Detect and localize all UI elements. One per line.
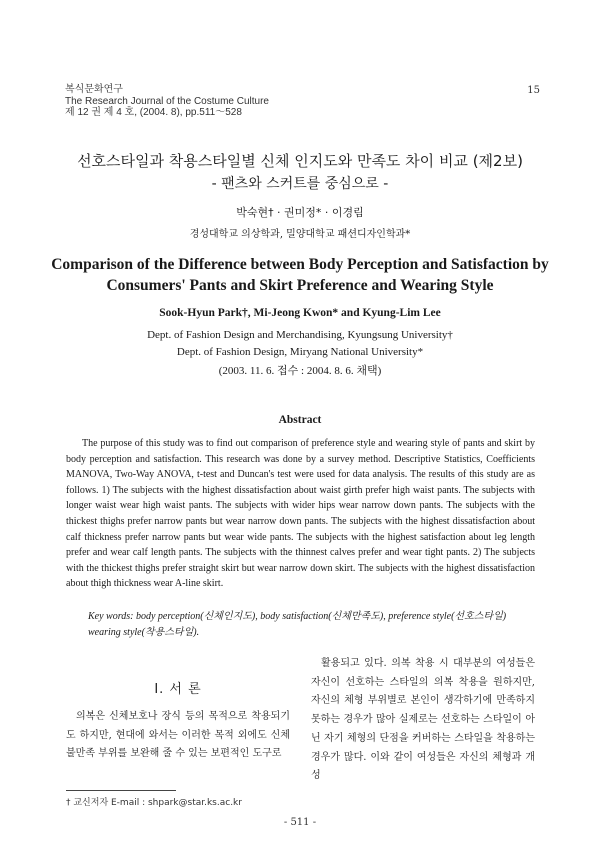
english-title-line1: Comparison of the Difference between Body Perception and Satisfaction by <box>51 256 549 273</box>
abstract-body: The purpose of this study was to find out comparison of preference style and wearing style of pants and skirt by body perception and satisfaction. This research was done by a survey method. Descriptive Statistics, Coefficients MANOVA, Two-Way ANOVA, t-test and Duncan's test were used for data analysis. The results of this study are as follows. 1) The subjects with the highest dissatisfaction about waist girth prefer high waist pants. The subjects with longer waist wear high waist pants. The subjects with wider hips wear narrow down pants. The subjects with the thickest thighs prefer narrow pants but wear narrow down pants. The subjects with the highest dissatisfaction about calf thickness prefer narrow pants but wear wide pants. The subjects with the highest satisfaction about leg length prefer and wear calf length pants. The subjects with the thinnest calves prefer and wear tight pants. 2) The subjects with the thickest thighs prefer straight skirt but wear narrow down skirt. The subjects with the highest dissatisfaction about thigh thickness wear A-line skirt. <box>66 438 535 590</box>
section-heading-introduction: Ⅰ. 서 론 <box>154 682 202 697</box>
journal-name-korean: 복식문화연구 <box>65 84 123 95</box>
right-column-text: 활용되고 있다. 의복 착용 시 대부분의 여성들은 자신이 선호하는 스타일의 의복 착용을 원하지만, 자신의 체형 부위별로 본인이 생각하기에 만족하지 못하는 경우가 많아 실제로는 선호하는 스타일이 아닌 자기 체형의 단점을 커버하는 스타일을 착용하는 경우가 많다. 이와 같이 여성들은 자신의 체형과 개성 <box>311 658 535 782</box>
keywords: Key words: body perception(신체인지도), body satisfaction(신체만족도), preference style(선호스타일) wearing style(착용스타일). <box>88 611 507 638</box>
abstract-heading: Abstract <box>278 414 322 426</box>
journal-volume-info: 제 12 권 제 4 호, (2004. 8), pp.511～528 <box>65 107 242 118</box>
korean-affiliation: 경성대학교 의상학과, 밀양대학교 패션디자인학과* <box>189 229 411 240</box>
footnote: † 교신저자 E-mail : shpark@star.ks.ac.kr <box>66 798 242 808</box>
korean-subtitle: - 팬츠와 스커트를 중심으로 - <box>211 176 389 192</box>
korean-authors: 박숙현† · 권미정* · 이경림 <box>236 206 364 219</box>
english-title-line2: Consumers' Pants and Skirt Preference and Wearing Style <box>106 277 494 294</box>
korean-title: 선호스타일과 착용스타일별 신체 인지도와 만족도 차이 비교 (제2보) <box>77 152 523 170</box>
english-affiliation-1: Dept. of Fashion Design and Merchandising, Kyungsung University† <box>147 329 453 341</box>
footnote-divider <box>66 790 176 791</box>
english-authors: Sook-Hyun Park†, Mi-Jeong Kwon* and Kyung-Lim Lee <box>159 307 441 319</box>
received-accepted-dates: (2003. 11. 6. 접수 : 2004. 8. 6. 채택) <box>218 365 382 377</box>
english-affiliation-2: Dept. of Fashion Design, Miryang National University* <box>176 346 424 358</box>
page-number-bottom: - 511 - <box>283 817 317 828</box>
journal-name-english: The Research Journal of the Costume Culture <box>65 95 269 107</box>
left-column-text: 의복은 신체보호나 장식 등의 목적으로 착용되기도 하지만, 현대에 와서는 이러한 목적 외에도 신체 불만족 부위를 보완해 줄 수 있는 보편적인 도구로 <box>66 711 290 760</box>
journal-header <box>65 84 269 119</box>
page-number-top: 15 <box>527 85 540 96</box>
english-title <box>0 254 600 296</box>
